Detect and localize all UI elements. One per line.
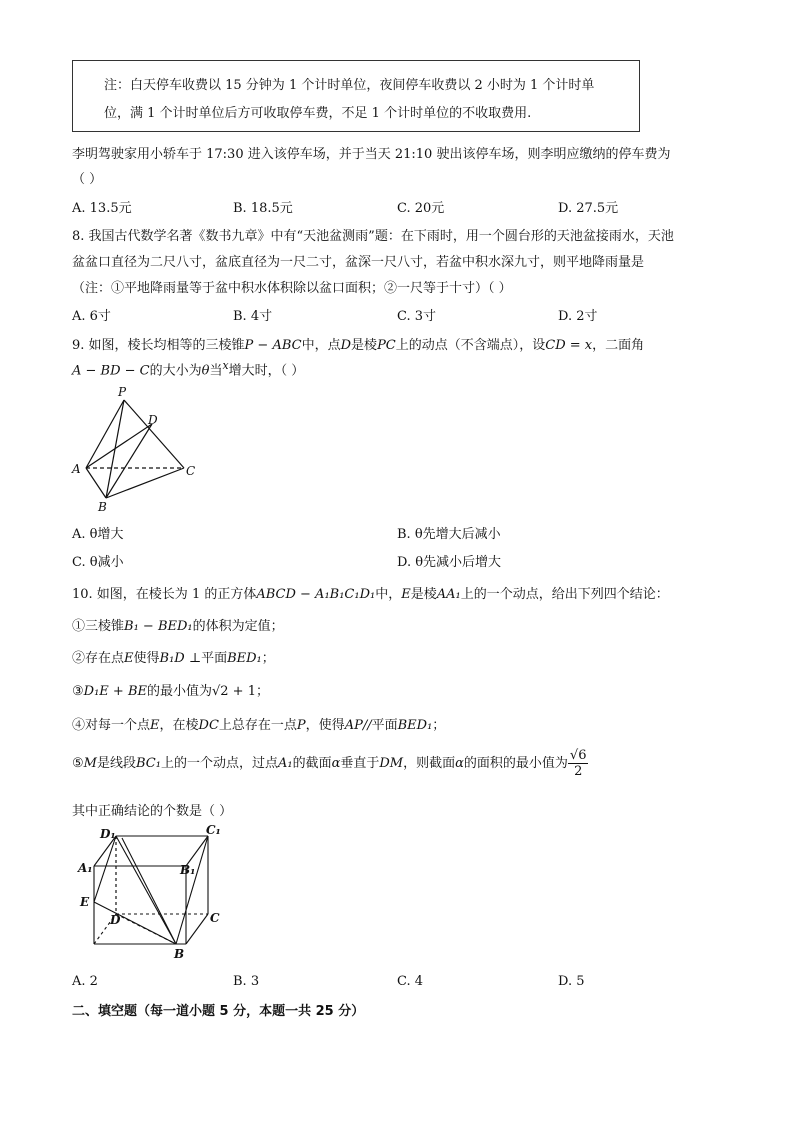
q7-stem: 李明驾驶家用小轿车于 17:30 进入该停车场，并于当天 21:10 驶出该停车场，则李明应缴纳的停车费为 — [72, 147, 671, 162]
q10-line-1: 10. 如图，在棱长为 1 的正方体ABCD − A₁B₁C₁D₁中，E是棱AA₁上的一个动点，给出下列四个结论： — [72, 587, 669, 602]
q10-option-c: C. 4 — [397, 974, 424, 989]
q9-line-2: A − BD − C的大小为θ当$^x$增大时，（ ） — [72, 359, 305, 379]
q10-statement-1: ①三棱锥B₁ − BED₁的体积为定值； — [72, 619, 284, 634]
q10-statement-5: ⑤M是线段BC₁上的一个动点，过点A₁的截面α垂直于DM，则截面α的面积的最小值为 $\frac{√6}{2}$ — [72, 748, 587, 779]
note-line-2: 位，满 1 个计时单位后方可收取停车费，不足 1 个计时单位的不收取费用. — [104, 106, 532, 121]
q10-option-d: D. 5 — [558, 974, 585, 989]
note-line-1: 注：白天停车收费以 15 分钟为 1 个计时单位，夜间停车收费以 2 小时为 1 个计时单 — [104, 78, 595, 93]
label-b: B — [98, 500, 107, 514]
cube-figure — [72, 824, 232, 964]
fraction-sqrt6-over-2: $\frac{√6}{2}$ — [569, 748, 587, 779]
q8-line-2: 盆盆口直径为二尺八寸，盆底直径为一尺二寸，盆深一尺八寸，若盆中积水深九寸，则平地降雨量是 — [72, 255, 645, 270]
q8-option-a: A. 6寸 — [72, 309, 111, 324]
tetrahedron-figure — [70, 384, 210, 514]
q10-ask: 其中正确结论的个数是（ ） — [72, 804, 233, 819]
q9-option-c: C. θ减小 — [72, 555, 124, 570]
q9-option-a: A. θ增大 — [72, 527, 124, 542]
q9-option-d: D. θ先减小后增大 — [397, 555, 502, 570]
label-p: P — [118, 385, 127, 399]
label-e: E — [80, 895, 90, 909]
note-box — [72, 60, 640, 132]
q10-option-a: A. 2 — [72, 974, 98, 989]
q8-option-d: D. 2寸 — [558, 309, 598, 324]
q7-option-b: B. 18.5元 — [233, 201, 293, 216]
label-c: C — [186, 464, 196, 478]
q10-option-b: B. 3 — [233, 974, 260, 989]
label-b1: B₁ — [180, 863, 196, 877]
q7-option-d: D. 27.5元 — [558, 201, 619, 216]
q7-option-a: A. 13.5元 — [72, 201, 132, 216]
label-a: A — [72, 462, 81, 476]
q10-statement-4: ④对每一个点E，在棱DC上总存在一点P，使得AP//平面BED₁； — [72, 718, 446, 733]
q8-option-c: C. 3寸 — [397, 309, 437, 324]
q7-option-c: C. 20元 — [397, 201, 445, 216]
label-c: C — [210, 911, 220, 925]
label-d1: D₁ — [100, 827, 116, 841]
label-b: B — [174, 947, 185, 961]
q7-paren: （ ） — [72, 172, 103, 187]
section-heading: 二、填空题（每一道小题 5 分，本题一共 25 分） — [72, 1004, 365, 1019]
q8-line-1: 8. 我国古代数学名著《数书九章》中有“天池盆测雨”题：在下雨时，用一个圆台形的天池盆接雨水，天池 — [72, 229, 674, 244]
label-d: D — [148, 413, 158, 427]
q10-statement-3: ③D₁E + BE的最小值为√2 + 1； — [72, 684, 269, 699]
q9-option-b: B. θ先增大后减小 — [397, 527, 501, 542]
q9-line-1: 9. 如图，棱长均相等的三棱锥P − ABC中，点D是棱PC上的动点（不含端点），设CD = x，二面角 — [72, 338, 645, 353]
q10-statement-2: ②存在点E使得B₁D ⊥平面BED₁； — [72, 651, 275, 666]
q8-line-3: （注：①平地降雨量等于盆中积水体积除以盆口面积；②一尺等于十寸）（ ） — [72, 281, 512, 296]
label-a1: A₁ — [78, 861, 93, 875]
label-d: D — [110, 913, 121, 927]
q8-option-b: B. 4寸 — [233, 309, 273, 324]
label-c1: C₁ — [206, 824, 221, 837]
